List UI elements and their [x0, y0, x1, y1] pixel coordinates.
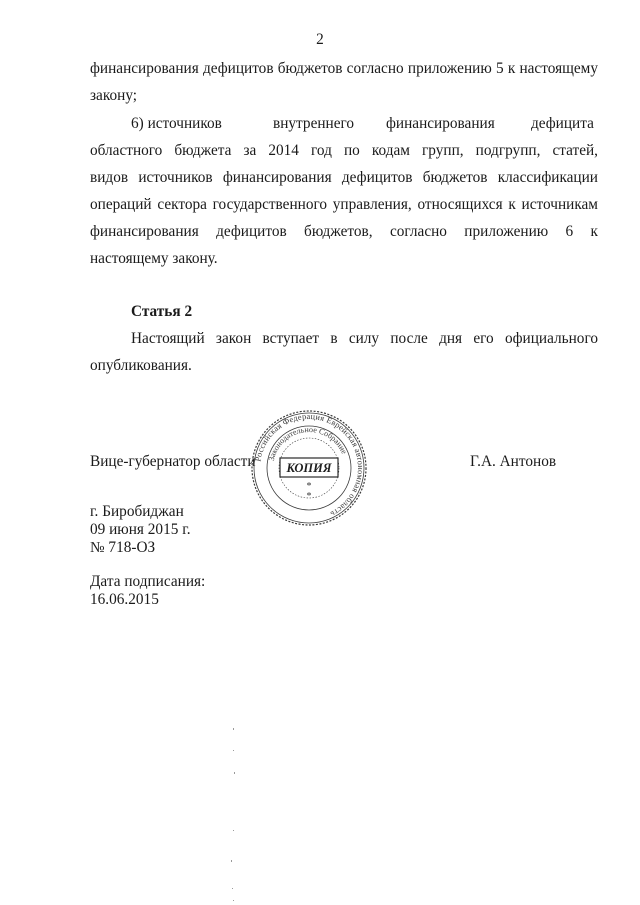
- seal-stamp: [250, 409, 368, 527]
- text-line-2: закону;: [90, 87, 138, 104]
- text-line-4: областного бюджета за 2014 год по кодам групп, подгрупп, статей,: [90, 142, 598, 159]
- signed-label: Дата подписания:: [90, 573, 206, 590]
- text-line-7: финансирования дефицитов бюджетов, согласно приложению 6 к: [90, 223, 598, 240]
- text-line-1: финансирования дефицитов бюджетов согласно приложению 5 к настоящему: [90, 60, 598, 77]
- text-line-3-word-2: внутреннего: [273, 115, 355, 132]
- svg-text:*: *: [306, 481, 312, 492]
- signed-date: 16.06.2015: [90, 591, 159, 608]
- stamp-outer-text: Российская Федерация Еврейская автономная область: [253, 411, 366, 519]
- footer-law-number: № 718-ОЗ: [90, 539, 156, 556]
- text-line-5: видов источников финансирования дефицитов бюджетов классификации: [90, 169, 598, 186]
- text-line-3-word-3: финансирования: [386, 115, 495, 132]
- article-text-line-2: опубликования.: [90, 357, 192, 374]
- signature-name: Г.А. Антонов: [470, 453, 557, 470]
- footer-city: г. Биробиджан: [90, 503, 184, 520]
- page-number: 2: [316, 31, 324, 48]
- text-line-3-word-1: 6) источников: [131, 115, 222, 132]
- scan-artifacts: [225, 720, 255, 905]
- article-heading: Статья 2: [131, 303, 193, 320]
- text-line-6: операций сектора государственного управления, относящихся к источникам: [90, 196, 598, 213]
- footer-date: 09 июня 2015 г.: [90, 521, 191, 538]
- stamp-center-text: КОПИЯ: [286, 461, 332, 475]
- article-text-line-1: Настоящий закон вступает в силу после дня его официального: [131, 330, 598, 347]
- stamp-inner-text: Законодательное Собрание: [266, 424, 349, 462]
- text-line-3-word-4: дефицита: [531, 115, 594, 132]
- signature-title: Вице-губернатор области: [90, 453, 256, 470]
- svg-text:*: *: [306, 491, 312, 502]
- text-line-8: настоящему закону.: [90, 250, 218, 267]
